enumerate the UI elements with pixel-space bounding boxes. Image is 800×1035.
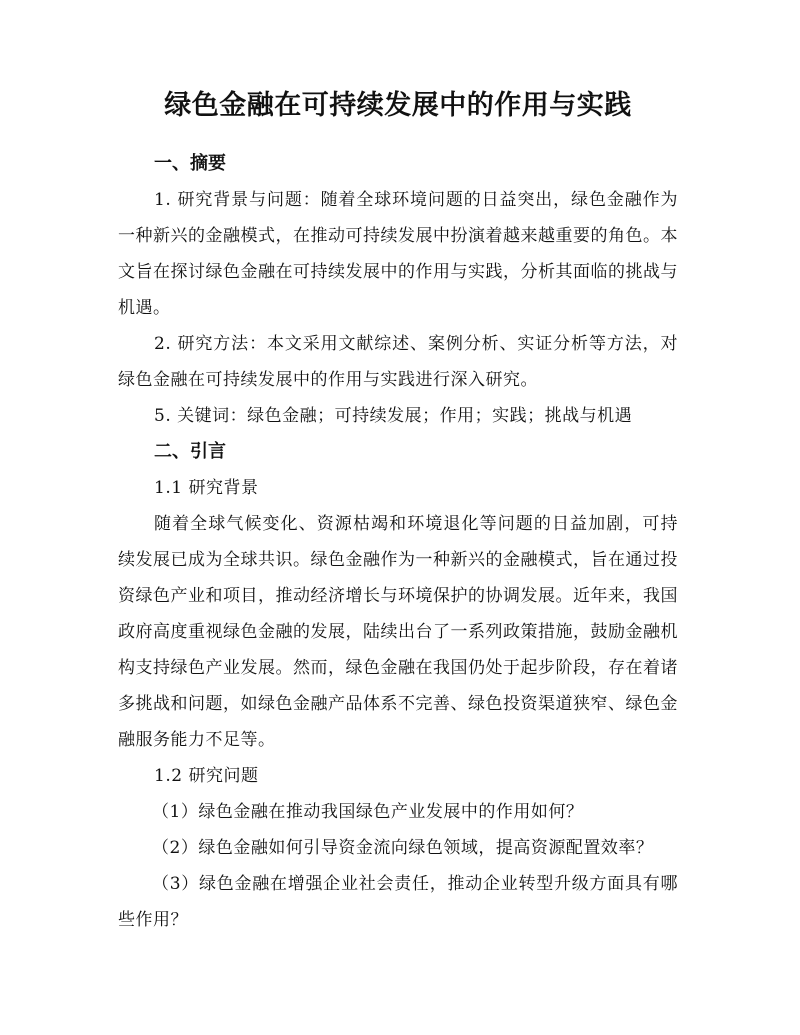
abstract-item-2: 2. 研究方法：本文采用文献综述、案例分析、实证分析等方法，对绿色金融在可持续发展中的作用与实践进行深入研究。	[118, 334, 678, 390]
intro-heading: 二、引言	[154, 441, 226, 462]
research-background-heading: 1.1 研究背景	[154, 478, 259, 498]
document-page	[118, 86, 678, 938]
document-title: 绿色金融在可持续发展中的作用与实践	[164, 90, 632, 121]
research-question-2: （2）绿色金融如何引导资金流向绿色领域，提高资源配置效率？	[152, 838, 654, 858]
research-question-3: （3）绿色金融在增强企业社会责任，推动企业转型升级方面具有哪些作用？	[118, 874, 678, 930]
research-questions-heading: 1.2 研究问题	[154, 766, 259, 786]
abstract-item-5: 5. 关键词：绿色金融；可持续发展；作用；实践；挑战与机遇	[154, 406, 633, 426]
research-question-1: （1）绿色金融在推动我国绿色产业发展中的作用如何？	[152, 802, 584, 822]
abstract-item-1: 1. 研究背景与问题：随着全球环境问题的日益突出，绿色金融作为一种新兴的金融模式，在推动可持续发展中扮演着越来越重要的角色。本文旨在探讨绿色金融在可持续发展中的作用与实践，分析其面临的挑战与机遇。	[118, 190, 678, 318]
abstract-heading: 一、摘要	[154, 153, 226, 174]
research-background-text: 随着全球气候变化、资源枯竭和环境退化等问题的日益加剧，可持续发展已成为全球共识。绿色金融作为一种新兴的金融模式，旨在通过投资绿色产业和项目，推动经济增长与环境保护的协调发展。近年来，我国政府高度重视绿色金融的发展，陆续出台了一系列政策措施，鼓励金融机构支持绿色产业发展。然而，绿色金融在我国仍处于起步阶段，存在着诸多挑战和问题，如绿色金融产品体系不完善、绿色投资渠道狭窄、绿色金融服务能力不足等。	[118, 514, 678, 750]
